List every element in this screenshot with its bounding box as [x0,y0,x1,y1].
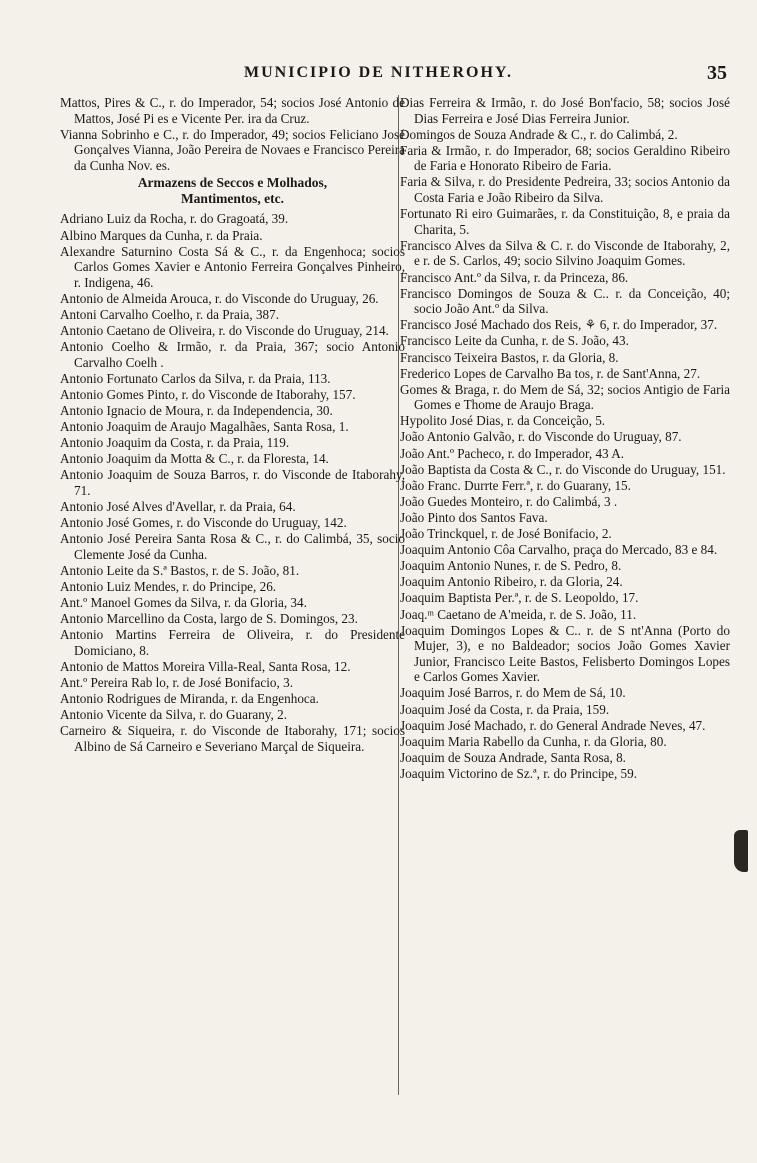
directory-entry: Antonio Fortunato Carlos da Silva, r. da Praia, 113. [60,370,331,386]
directory-entry: Joaquim Victorino de Sz.ª, r. do Principe, 59. [400,765,638,781]
left-top-entries [60,95,405,173]
directory-entry: Antonio Martins Ferreira de Oliveira, r. do Presidente Domiciano, 8. [60,627,405,658]
directory-entry: Joaquim Maria Rabello da Cunha, r. da Gloria, 80. [400,733,667,749]
directory-entry: Francisco Teixeira Bastos, r. da Gloria, 8. [400,349,619,365]
directory-entry: Domingos de Souza Andrade & C., r. do Calimbá, 2. [400,126,678,142]
directory-entry: Joaq.ᵐ Caetano de A'meida, r. de S. João, 11. [400,606,637,622]
directory-entry: Fortunato Ri eiro Guimarães, r. da Constituição, 8, e praia da Charita, 5. [400,206,730,237]
section-heading [60,175,405,207]
page-header [0,62,757,88]
directory-entry: Faria & Silva, r. do Presidente Pedreira, 33; socios Antonio da Costa Faria e João Ribeiro da Silva. [400,174,730,206]
directory-entry: João Franc. Durrte Ferr.ª, r. do Guarany, 15. [400,477,631,493]
section-heading-line1: Armazens de Seccos e Molhados, [137,175,328,191]
directory-entry: Antonio de Mattos Moreira Villa-Real, Santa Rosa, 12. [60,659,351,675]
directory-entry: Antonio José Pereira Santa Rosa & C., r. do Calimbá, 35, socio Clemente José da Cunha. [60,531,405,562]
directory-entry: Francisco Domingos de Souza & C.. r. da Conceição, 40; socio João Ant.º da Silva. [400,285,730,317]
directory-entry: Antonio Joaquim de Araujo Magalhães, Santa Rosa, 1. [60,419,349,435]
directory-entry: Antonio Luiz Mendes, r. do Principe, 26. [60,579,277,595]
directory-entry: Antonio José Gomes, r. do Visconde do Uruguay, 142. [60,515,347,531]
directory-entry: Joaquim de Souza Andrade, Santa Rosa, 8. [400,749,626,765]
directory-entry: Francisco Ant.º da Silva, r. da Princeza, 86. [400,269,629,285]
directory-entry: João Trinckquel, r. de José Bonifacio, 2. [400,526,612,542]
directory-entry: João Pinto dos Santos Fava. [400,509,548,525]
directory-entry: Antonio Joaquim de Souza Barros, r. do Visconde de Itaborahy, 71. [60,467,405,499]
right-column [400,95,730,782]
left-entries [60,211,405,754]
directory-entry: Francisco José Machado dos Reis, ⚘ 6, r. do Imperador, 37. [400,317,718,333]
page-number: 35 [707,62,727,84]
directory-entry: Joaquim Antonio Côa Carvalho, praça do Mercado, 83 e 84. [400,542,718,558]
directory-entry: Albino Marques da Cunha, r. da Praia. [60,227,263,243]
directory-entry: Antonio de Almeida Arouca, r. do Visconde do Uruguay, 26. [60,290,379,306]
directory-entry: Antonio Leite da S.ª Bastos, r. de S. João, 81. [60,563,300,579]
directory-entry: Francisco Alves da Silva & C. r. do Visconde de Itaborahy, 2, e r. de S. Carlos, 49; socio Silvino Joaquim Gomes. [400,237,730,269]
directory-entry: Francisco Leite da Cunha, r. de S. João, 43. [400,333,629,349]
directory-entry: Alexandre Saturnino Costa Sá & C., r. da Engenhoca; socios Carlos Gomes Xavier e Antonio Ferreira Gonçalves Pinheiro, r. Indigena, 46. [60,243,405,290]
directory-entry: Joaquim José da Costa, r. da Praia, 159. [400,701,610,717]
directory-entry: João Antonio Galvão, r. do Visconde do Uruguay, 87. [400,429,682,445]
directory-entry: Carneiro & Siqueira, r. do Visconde de Itaborahy, 171; socios Albino de Sá Carneiro e Severiano Marçal de Siqueira. [60,723,405,755]
directory-entry: Antonio José Alves d'Avellar, r. da Praia, 64. [60,499,296,515]
directory-entry: Antonio Gomes Pinto, r. do Visconde de Itaborahy, 157. [60,387,356,402]
directory-entry: Frederico Lopes de Carvalho Ba tos, r. de Sant'Anna, 27. [400,365,701,381]
directory-entry: Antonio Ignacio de Moura, r. da Independencia, 30. [60,403,333,419]
margin-ink-mark [734,830,748,872]
directory-entry: Dias Ferreira & Irmão, r. do José Bon'facio, 58; socios José Dias Ferreira e José Dias Ferreira Junior. [400,95,730,126]
directory-entry: Ant.º Manoel Gomes da Silva, r. da Gloria, 34. [60,595,307,611]
directory-entry: Antonio Coelho & Irmão, r. da Praia, 367; socio Antonio Carvalho Coelh . [60,339,405,370]
directory-entry: Antonio Rodrigues de Miranda, r. da Engenhoca. [60,691,319,707]
directory-entry: João Baptista da Costa & C., r. do Visconde do Uruguay, 151. [400,461,726,477]
directory-entry: Antonio Caetano de Oliveira, r. do Visconde do Uruguay, 214. [60,323,389,339]
directory-entry: Joaquim José Barros, r. do Mem de Sá, 10. [400,685,626,701]
directory-entry: Joaquim Domingos Lopes & C.. r. de S nt'Anna (Porto do Mujer, 3), e no Baldeador; socios João Gomes Xavier Junior, Francisco Leite Bastos, Felisberto Domingos Lopes e Carlos Gomes Xavier. [400,622,730,685]
directory-entry: Mattos, Pires & C., r. do Imperador, 54; socios José Antonio de Mattos, José Pi es e Vicente Per. ira da Cruz. [60,95,405,126]
directory-entry: Ant.º Pereira Rab lo, r. de José Bonifacio, 3. [60,675,293,691]
directory-entry: Antoni Carvalho Coelho, r. da Praia, 387. [60,307,280,323]
directory-entry: Gomes & Braga, r. do Mem de Sá, 32; socios Antigio de Faria Gomes e Thome de Araujo Braga. [400,381,730,413]
directory-entry: Joaquim Antonio Ribeiro, r. da Gloria, 24. [400,574,623,590]
page-title: MUNICIPIO DE NITHEROHY. [244,64,513,81]
directory-entry: Joaquim Baptista Per.ª, r. de S. Leopoldo, 17. [400,590,639,606]
directory-entry: Antonio Marcellino da Costa, largo de S. Domingos, 23. [60,611,358,627]
right-entries [400,95,730,782]
directory-entry: João Ant.º Pacheco, r. do Imperador, 43 A. [400,445,625,461]
directory-entry: Joaquim José Machado, r. do General Andrade Neves, 47. [400,717,706,733]
directory-entry: Antonio Joaquim da Costa, r. da Praia, 119. [60,435,290,451]
section-heading-line2: Mantimentos, etc. [180,191,285,207]
directory-entry: Faria & Irmão, r. do Imperador, 68; socios Geraldino Ribeiro de Faria e Honorato Ribeiro de Faria. [400,142,730,174]
directory-entry: Antonio Vicente da Silva, r. do Guarany, 2. [60,707,288,723]
left-column [60,95,405,755]
directory-entry: Joaquim Antonio Nunes, r. de S. Pedro, 8. [400,558,622,574]
directory-entry: João Guedes Monteiro, r. do Calimbá, 3 . [400,493,618,509]
directory-entry: Hypolito José Dias, r. da Conceição, 5. [400,413,606,429]
directory-entry: Antonio Joaquim da Motta & C., r. da Floresta, 14. [60,451,329,467]
directory-entry: Adriano Luiz da Rocha, r. do Gragoatá, 39. [60,211,289,227]
directory-entry: Vianna Sobrinho e C., r. do Imperador, 49; socios Feliciano José Gonçalves Vianna, João Pereira de Novaes e Francisco Pereira da Cunha Nov. es. [60,126,405,173]
